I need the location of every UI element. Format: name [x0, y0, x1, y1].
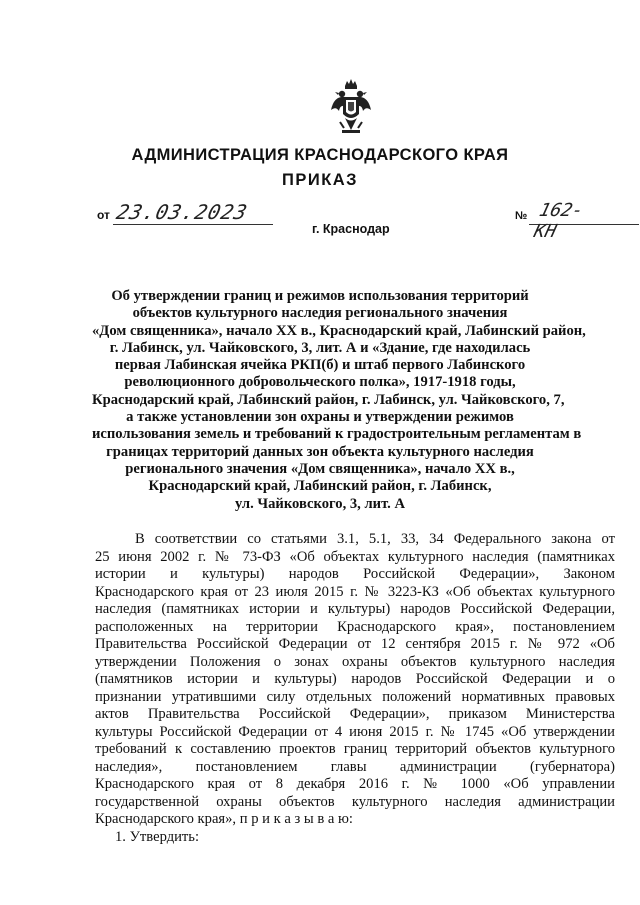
body-line: наследия (памятниках истории и культуры) народов Российской Федерации, [95, 601, 615, 617]
body-line: (памятников истории и культуры) народов Российской Федерации и о [95, 671, 615, 687]
city-label: г. Краснодар [312, 222, 390, 236]
coat-of-arms-icon [330, 78, 372, 136]
date-underline [113, 224, 273, 225]
date-prefix: от [97, 208, 110, 222]
body-line: Правительства Российской Федерации от 12 сентября 2015 г. № 972 «Об [95, 636, 615, 652]
body-line: Краснодарского края от 23 июля 2015 г. № 3223-КЗ «Об объектах культурного [95, 583, 615, 600]
document-type: ПРИКАЗ [281, 171, 359, 189]
title-line: г. Лабинск, ул. Чайковского, 3, лит. А и «Здание, где находилась [109, 339, 531, 356]
order-body [95, 531, 615, 846]
body-line: культуры Российской Федерации от 4 июня 2015 г. № 1745 «Об утверждении [95, 723, 615, 740]
body-line: утверждении Положения о зонах охраны объектов культурного наследия [95, 653, 615, 670]
body-line: государственной охраны объектов культурного наследия администрации [95, 793, 615, 810]
body-line: 25 июня 2002 г. № 73-ФЗ «Об объектах культурного наследия (памятниках [95, 548, 615, 565]
title-line: регионального значения «Дом священника», начало XX в., [125, 460, 515, 477]
body-line: наследия», постановлением главы администрации (губернатора) [95, 758, 615, 775]
organization-name: АДМИНИСТРАЦИЯ КРАСНОДАРСКОГО КРАЯ [131, 146, 509, 164]
body-line: требований к составлению проектов границ территорий объектов культурного [95, 741, 615, 757]
title-line: ул. Чайковского, 3, лит. А [235, 495, 405, 512]
title-line: «Дом священника», начало XX в., Краснодарский край, Лабинский район, [92, 322, 586, 339]
number-prefix: № [515, 210, 528, 222]
list-item: 1. Утвердить: [115, 828, 200, 845]
title-line: Об утверждении границ и режимов использования территорий [111, 288, 529, 304]
title-line: границах территорий данных зон объекта культурного наследия [106, 443, 534, 460]
handwritten-date: 23.03.2023 [114, 200, 251, 224]
handwritten-number: 162-КН [531, 200, 586, 242]
title-line: использования земель и требований к градостроительным регламентам в [92, 426, 582, 443]
body-line: истории и культуры) народов Российской Федерации», Законом [95, 566, 615, 582]
title-line: Краснодарский край, Лабинский район, г. Лабинск, [148, 478, 492, 495]
title-line: а также установлении зон охраны и утверждении режимов [126, 409, 514, 426]
body-line: расположенных на территории Краснодарского края», постановлением [95, 618, 615, 635]
body-line: Краснодарского края от 8 декабря 2016 г. № 1000 «Об управлении [95, 776, 615, 792]
body-line: В соответствии со статьями 3.1, 5.1, 33, 34 Федерального закона от [135, 531, 615, 547]
body-line: признании утратившими силу отдельных положений нормативных правовых [95, 688, 615, 705]
date-number-row [97, 200, 597, 242]
title-line: первая Лабинская ячейка РКП(б) и штаб первого Лабинского [114, 357, 526, 374]
title-line: Краснодарский край, Лабинский район, г. Лабинск, ул. Чайковского, 7, [92, 391, 565, 408]
title-line: объектов культурного наследия регионального значения [132, 305, 508, 322]
body-line: Краснодарского края», п р и к а з ы в а ю: [95, 811, 353, 827]
title-line: революционного добровольческого полка», 1917-1918 годы, [124, 374, 516, 391]
body-line: актов Правительства Российской Федерации», приказом Министерства [95, 706, 615, 722]
order-title [92, 288, 586, 513]
